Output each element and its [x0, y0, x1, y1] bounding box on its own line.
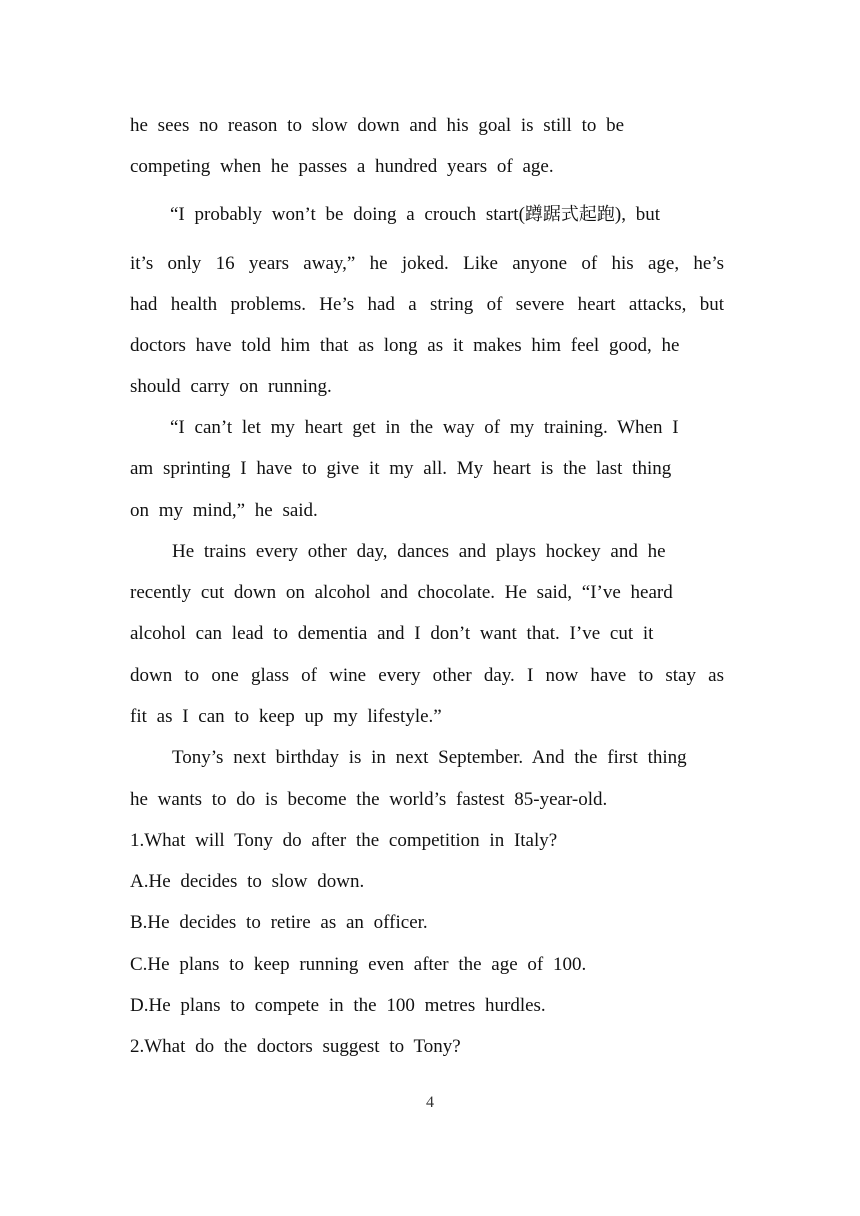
text-line: am sprinting I have to give it my all. My heart is the last thing: [130, 458, 672, 479]
text-fragment: ), but: [614, 204, 661, 225]
text-line: He trains every other day, dances and plays hockey and he: [172, 541, 666, 562]
text-line: recently cut down on alcohol and chocolate. He said, “I’ve heard: [130, 582, 673, 603]
text-line: “I can’t let my heart get in the way of my training. When I: [170, 417, 679, 438]
text-line: doctors have told him that as long as it makes him feel good, he: [130, 335, 680, 356]
text-line: should carry on running.: [130, 376, 332, 397]
answer-option: C.He plans to keep running even after the age of 100.: [130, 954, 587, 975]
text-line: fit as I can to keep up my lifestyle.”: [130, 706, 442, 727]
text-line: he wants to do is become the world’s fastest 85-year-old.: [130, 789, 608, 810]
text-line: alcohol can lead to dementia and I don’t want that. I’ve cut it: [130, 623, 654, 644]
answer-option: B.He decides to retire as an officer.: [130, 912, 428, 933]
text-line: it’s only 16 years away,” he joked. Like anyone of his age, he’s: [130, 253, 724, 274]
text-fragment: “I probably won’t be doing a crouch start(: [170, 204, 525, 225]
answer-option: D.He plans to compete in the 100 metres hurdles.: [130, 995, 546, 1016]
text-line: he sees no reason to slow down and his goal is still to be: [130, 115, 625, 136]
text-line: [170, 203, 660, 227]
page-number: 4: [426, 1094, 434, 1111]
text-line: competing when he passes a hundred years of age.: [130, 156, 554, 177]
question-prompt: 1.What will Tony do after the competition in Italy?: [130, 830, 558, 851]
text-line: on my mind,” he said.: [130, 500, 318, 521]
text-line: had health problems. He’s had a string of severe heart attacks, but: [130, 294, 724, 315]
chinese-gloss: 蹲踞式起跑: [524, 204, 615, 225]
question-prompt: 2.What do the doctors suggest to Tony?: [130, 1036, 461, 1057]
answer-option: A.He decides to slow down.: [130, 871, 365, 892]
text-line: Tony’s next birthday is in next September. And the first thing: [172, 747, 687, 768]
text-line: down to one glass of wine every other day. I now have to stay as: [130, 665, 724, 686]
